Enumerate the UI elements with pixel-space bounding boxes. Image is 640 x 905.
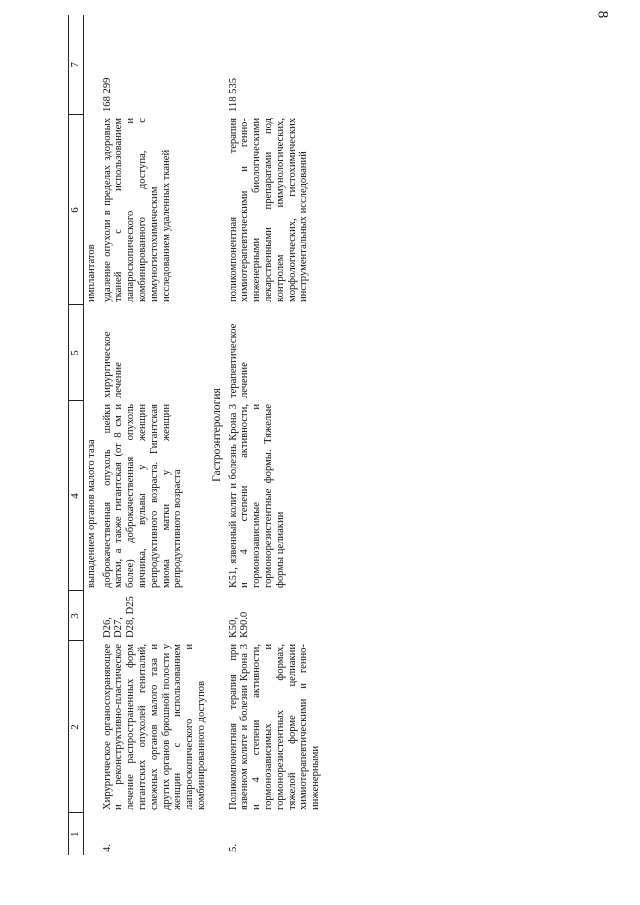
section-row bbox=[210, 15, 226, 855]
row-name: Поликомпонентная терапия при язвенном колите и болезни Крона 3 и 4 степени активности, гормонозависимых и гормонорезистентных формах, тяжелой форме целиакии химиотерапевтическими и генно-инженерными bbox=[227, 644, 322, 810]
row-method: поликомпонентная терапия химиотерапевтическими и генно-инженерными биологическими лекарственными препаратами под контролем иммунологических, морфологических, гистохимических инструментальных исследований bbox=[227, 118, 310, 302]
row-treatment bbox=[83, 305, 99, 401]
column-header: 2 bbox=[69, 641, 84, 813]
medical-care-table bbox=[68, 15, 324, 855]
row-codes: K50, K90.0 bbox=[227, 611, 251, 638]
column-header: 3 bbox=[69, 591, 84, 641]
rotated-table-page bbox=[68, 15, 588, 855]
table-row bbox=[100, 15, 210, 855]
row-codes: D26, D27, D28, D25 bbox=[101, 596, 137, 638]
column-header: 1 bbox=[69, 813, 84, 855]
page-number: 8 bbox=[594, 10, 611, 19]
row-number: 5. bbox=[227, 844, 239, 852]
row-cost: 118 535 bbox=[227, 77, 239, 112]
column-header: 5 bbox=[69, 305, 84, 401]
row-number: 4. bbox=[101, 844, 113, 852]
section-title: Гастроэнтерология bbox=[210, 388, 223, 482]
row-cost: 168 299 bbox=[101, 77, 113, 112]
row-number bbox=[83, 813, 99, 855]
column-header: 4 bbox=[69, 401, 84, 591]
row-treatment: хирургическое лечение bbox=[101, 331, 125, 398]
row-codes bbox=[83, 591, 99, 641]
row-model: K51, язвенный колит и болезнь Крона 3 и 4 степени активности, гормонозависимые и гормонорезистентные формы. Тяжелые формы целиакии bbox=[227, 404, 286, 588]
row-model: доброкачественная опухоль шейки матки, а также гигантская (от 8 см и более) доброкачественная опухоль яичника, вульвы у женщин репродуктивного возраста. Гигантская миома матки у женщин репродуктивного возраста bbox=[101, 404, 184, 588]
table-row bbox=[83, 15, 99, 855]
row-model: выпадением органов малого таза bbox=[85, 439, 97, 588]
row-method: имплантатов bbox=[85, 244, 97, 302]
row-treatment: терапевтическое лечение bbox=[227, 323, 251, 398]
row-method: удаление опухоли в пределах здоровых тканей с использованием лапароскопического и комбинированного доступа, с иммуногистохимическим исследованием удаленных тканей bbox=[101, 118, 172, 302]
column-number-header bbox=[69, 15, 84, 855]
column-header: 6 bbox=[69, 115, 84, 305]
row-name: Хирургическое органосохраняющее и реконструктивно-пластическое лечение распространенных форм гигантских опухолей гениталий, смежных органов малого таза и других органов брюшной полости у женщин с использованием лапароскопического и комбинированного доступов bbox=[101, 644, 207, 810]
row-cost bbox=[83, 15, 99, 115]
column-header: 7 bbox=[69, 15, 84, 115]
table-row bbox=[226, 15, 324, 855]
row-name bbox=[83, 641, 99, 813]
